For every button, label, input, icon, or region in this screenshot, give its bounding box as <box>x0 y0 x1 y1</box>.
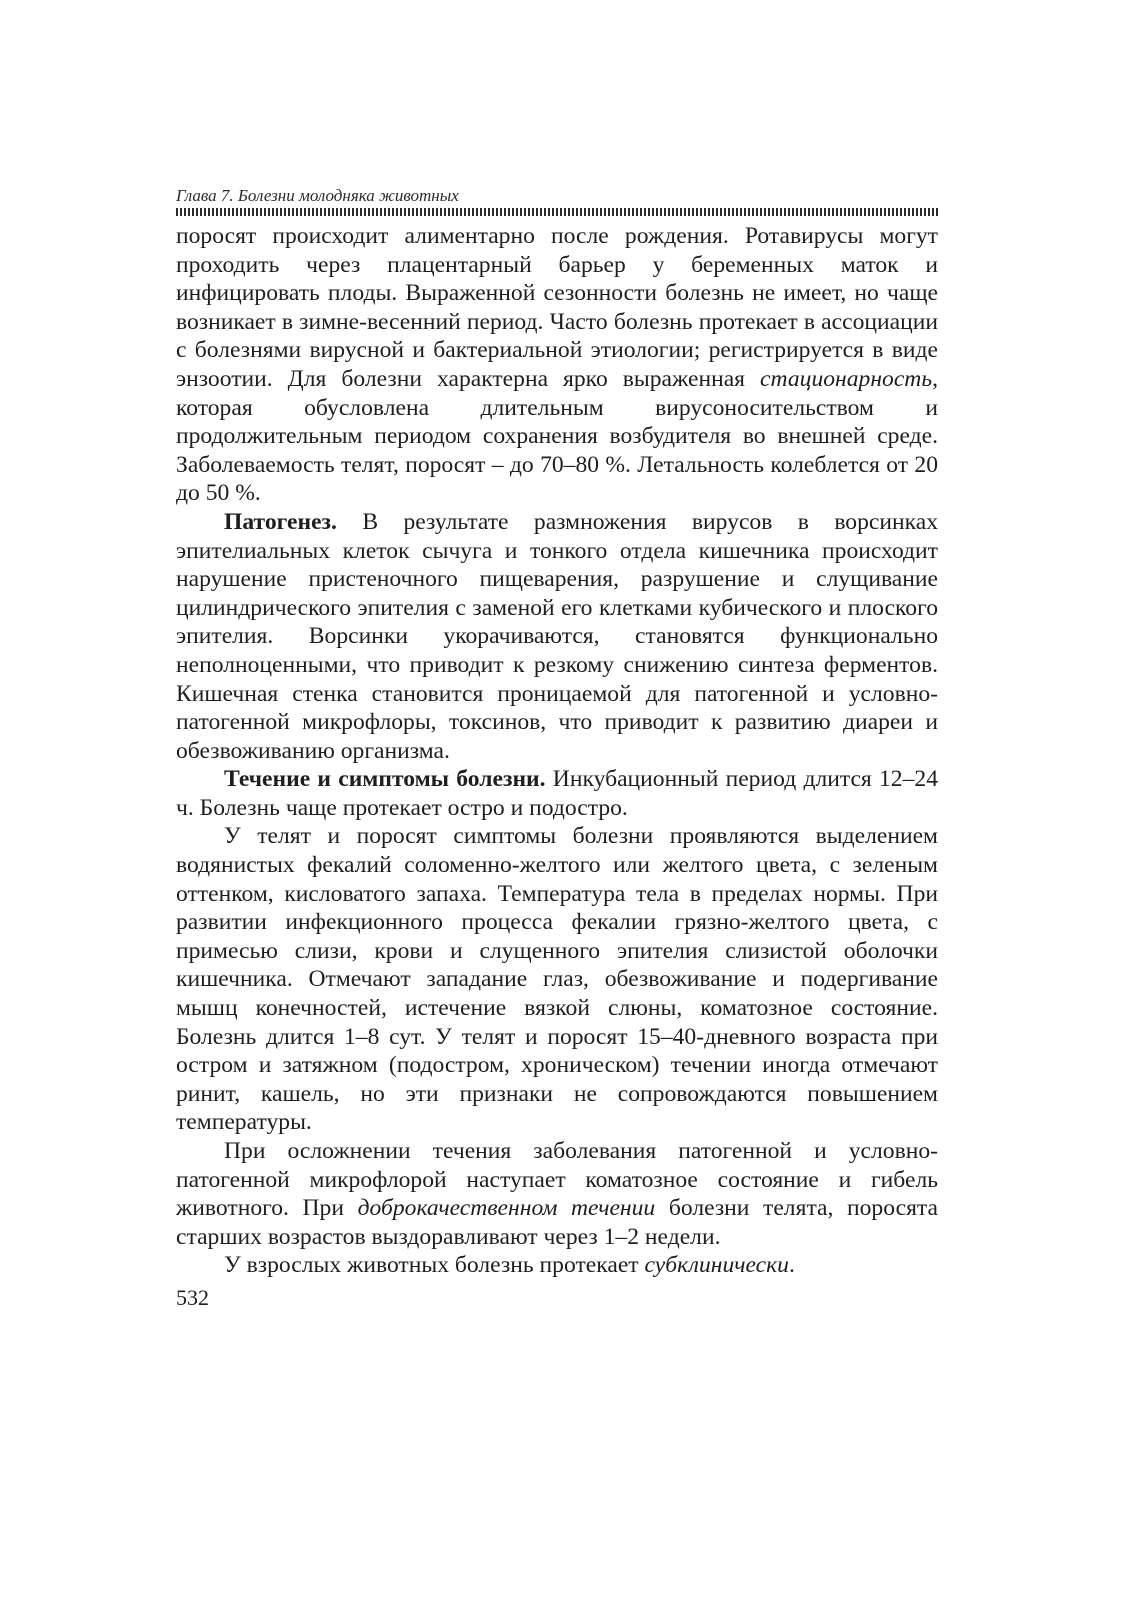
body-text <box>176 222 938 1280</box>
section-heading-course-symptoms: Течение и симптомы болезни. <box>224 766 546 793</box>
italic-term-benign-course: доброкачественном течении <box>357 1195 656 1222</box>
paragraph-symptoms-detail <box>176 822 938 1137</box>
paragraph-text: У телят и поросят симптомы болезни проявляются выделением водянистых фекалий соломенно-желтого или желтого цвета, с зеленым оттенком, кисловатого запаха. Температура тела в пределах нормы. При развитии инфекционного процесса фекалии грязно-желтого цвета, с примесью слизи, крови и слущенного эпителия слизистой оболочки кишечника. Отмечают западание глаз, обезвоживание и подергивание мышц конечностей, истечение вязкой слюны, коматозное состояние. Болезнь длится 1–8 сут. У телят и поросят 15–40-дневного возраста при остром и затяжном (подостром, хроническом) течении иногда отмечают ринит, кашель, но эти признаки не сопровождаются повышением температуры. <box>176 823 938 1136</box>
paragraph-text: В результате размножения вирусов в ворсинках эпителиальных клеток сычуга и тонкого отдела кишечника происходит нарушение пристеночного пищеварения, разрушение и слущивание цилиндрического эпителия с заменой его клетками кубического и плоского эпителия. Ворсинки укорачиваются, становятся функционально неполноценными, что приводит к резкому снижению синтеза ферментов. Кишечная стенка становится проницаемой для патогенной и условно-патогенной микрофлоры, токсинов, что приводит к развитию диареи и обезвоживанию организма. <box>176 508 938 764</box>
paragraph-text-after: . <box>788 1252 795 1279</box>
paragraph-pathogenesis <box>176 508 938 765</box>
paragraph-text: У взрослых животных болезнь протекает <box>224 1252 645 1279</box>
paragraph-text-after: , которая обусловлена длительным вирусоносительством и продолжительным периодом сохранения возбудителя во внешней среде. Заболеваемость телят, поросят – до 70–80 %. Летальность колеблется от 20 до 50 %. <box>176 365 938 507</box>
page-number: 532 <box>176 1284 209 1310</box>
paragraph-adults <box>176 1251 938 1280</box>
paragraph-epizootology <box>176 222 938 508</box>
paragraph-text-after: болезни телята, поросята старших возрастов выздоравливают через 1–2 недели. <box>176 1195 939 1250</box>
paragraph-text: поросят происходит алиментарно после рождения. Ротавирусы могут проходить через плацентарный барьер у беременных маток и инфицировать плоды. Выраженной сезонности болезнь не имеет, но чаще возникает в зимне-весенний период. Часто болезнь протекает в ассоциации с болезнями вирусной и бактериальной этиологии; регистрируется в виде энзоотии. Для болезни характерна ярко выраженная <box>176 223 938 392</box>
section-heading-pathogenesis: Патогенез. <box>224 508 337 535</box>
paragraph-course-symptoms <box>176 765 938 822</box>
italic-term-stationarity: стационарность <box>760 365 933 392</box>
paragraph-complications <box>176 1137 938 1251</box>
running-head: Глава 7. Болезни молодняка животных <box>176 186 459 205</box>
header-rule <box>176 208 938 216</box>
paragraph-text: При осложнении течения заболевания патогенной и условно-патогенной микрофлорой наступает коматозное состояние и гибель животного. При <box>176 1138 938 1222</box>
paragraph-text: Инкубационный период длится 12–24 ч. Болезнь чаще протекает остро и подостро. <box>176 766 938 821</box>
book-page <box>176 186 938 1312</box>
italic-term-subclinical: субклинически <box>644 1252 789 1279</box>
